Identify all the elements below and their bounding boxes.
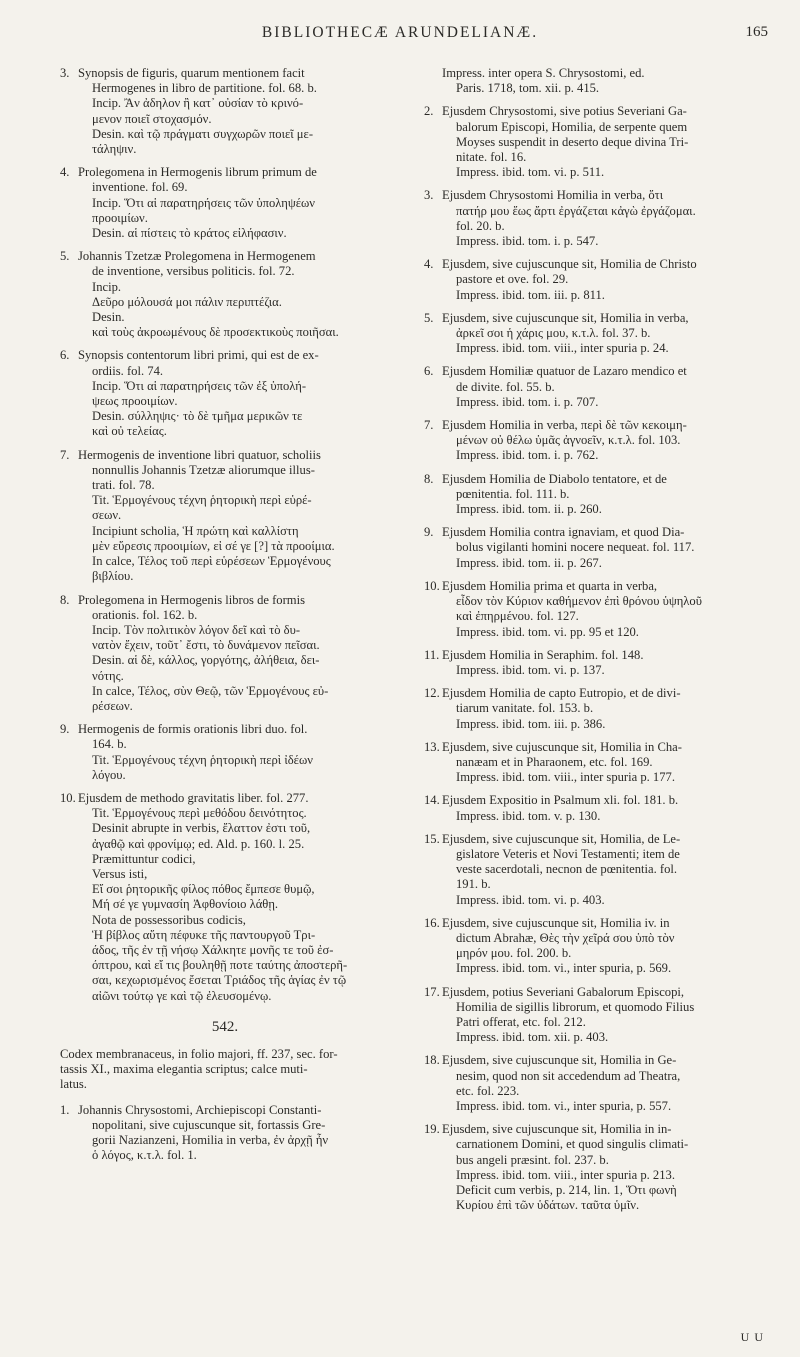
entry-line: Ejusdem Homilia in Seraphim. fol. 148.: [442, 647, 644, 662]
entry-line: Moyses suspendit in deserto deque divina Tri-: [456, 134, 689, 149]
entry-line: gislatore Veteris et Novi Testamenti; item de: [456, 846, 680, 861]
entry-line: In calce, Τέλος τοῦ περὶ εὑρέσεων Ἑρμογένους: [92, 554, 331, 569]
entry-line: Prolegomena in Hermogenis libros de formis: [78, 592, 305, 607]
entry-line: bus angeli præsint. fol. 237. b.: [456, 1152, 609, 1167]
entry-line: pastore et ove. fol. 29.: [456, 272, 569, 287]
entry-number: 17.: [424, 984, 440, 999]
catalog-entry: [60, 165, 390, 241]
entry-number: 10.: [60, 790, 76, 805]
entry-line: In calce, Τέλος, σὺν Θεῷ, τῶν Ἑρμογένους εὐ-: [92, 683, 329, 698]
codex-description: [60, 1047, 390, 1093]
entry-number: 16.: [424, 915, 440, 930]
entry-line: Incipiunt scholia, Ἡ πρώτη καὶ καλλίστη: [92, 523, 299, 538]
entry-line: Impress. ibid. tom. i. p. 707.: [456, 394, 599, 409]
entry-line: Impress. ibid. tom. vi. p. 511.: [456, 165, 605, 180]
entry-line: Desin. αἱ δὲ, κάλλος, γοργότης, ἀλήθεια, δει-: [92, 653, 320, 668]
catalog-entry: [424, 1122, 768, 1213]
catalog-entry: [60, 1103, 390, 1164]
entry-line: ordiis. fol. 74.: [92, 363, 164, 378]
entry-line: Homilia de sigillis librorum, et quomodo Filius: [456, 999, 695, 1014]
entry-line: nitate. fol. 16.: [456, 150, 527, 165]
entry-line: Ejusdem, sive cujuscunque sit, Homilia de Christo: [442, 257, 697, 272]
catalog-entry: [424, 916, 768, 977]
catalog-entry: [424, 832, 768, 908]
entry-line: Ejusdem Homilia contra ignaviam, et quod Dia-: [442, 525, 685, 540]
catalog-entry: [60, 348, 390, 439]
entry-line: Ejusdem Chrysostomi Homilia in verba, ὅτι: [442, 188, 664, 203]
entry-line: Impress. ibid. tom. vi. p. 137.: [456, 662, 605, 677]
entry-line: Impress. ibid. tom. viii., inter spuria p. 177.: [456, 770, 675, 785]
entry-line: Ejusdem, sive cujuscunque sit, Homilia, de Le-: [442, 831, 681, 846]
entry-line: 164. b.: [92, 737, 127, 752]
entry-number: 5.: [424, 310, 434, 325]
entry-line: Incip. Ὅτι αἱ παρατηρήσεις τῶν ὑποληψέων: [92, 195, 315, 210]
codex-description-line: Codex membranaceus, in folio majori, ff. 237, sec. for-: [60, 1046, 338, 1061]
entry-line: Deficit cum verbis, p. 214, lin. 1, Ὅτι φωνὴ: [456, 1183, 677, 1197]
entry-line: μενον ποιεῖ στοχασμόν.: [92, 111, 212, 126]
entry-line: νατὸν ἔχειν, τοῦτ᾽ ἔστι, τὸ δυνάμενον πεῖσαι.: [92, 638, 320, 653]
entry-line: tiarum vanitate. fol. 153. b.: [456, 701, 594, 716]
entry-number: 9.: [424, 525, 434, 540]
catalog-entry: [424, 579, 768, 640]
entry-line: Μή σέ γε γυμνασίη Ἀφθονίοιο λάθῃ.: [92, 897, 279, 912]
left-column: [60, 66, 390, 1171]
entry-number: 8.: [424, 471, 434, 486]
entry-line: καὶ ἐπηρμένου. fol. 127.: [456, 609, 579, 624]
entry-line: 191. b.: [456, 877, 491, 892]
entry-number: 9.: [60, 722, 70, 737]
entry-line: de inventione, versibus politicis. fol. 72.: [92, 264, 295, 279]
entry-line: μηρόν μου. fol. 200. b.: [456, 946, 572, 961]
entry-number: 7.: [60, 447, 70, 462]
entry-line: όπτρου, καὶ εἴ τις βουληθῇ ποτε ταύτης ἀποστερῆ-: [92, 958, 348, 973]
entry-line: dictum Abrahæ, Θὲς τὴν χεῖρά σου ὑπὸ τὸν: [456, 930, 675, 945]
entry-number: 6.: [60, 348, 70, 363]
entry-number: 19.: [424, 1122, 440, 1137]
entry-line: ἀρκεῖ σοι ἡ χάρις μου, κ.τ.λ. fol. 37. b.: [456, 326, 651, 341]
entry-line: etc. fol. 223.: [456, 1083, 520, 1098]
entry-line: Impress. ibid. tom. iii. p. 811.: [456, 287, 605, 302]
catalog-entry: [424, 311, 768, 357]
entry-line: Prolegomena in Hermogenis librum primum de: [78, 165, 317, 180]
entry-number: 10.: [424, 578, 440, 593]
catalog-entry: [60, 448, 390, 585]
entry-line: Impress. ibid. tom. vi. pp. 95 et 120.: [456, 624, 639, 639]
entry-number: 1.: [60, 1102, 70, 1117]
entry-line: inventione. fol. 69.: [92, 180, 188, 195]
page-number: 165: [745, 24, 768, 40]
entry-number: 13.: [424, 739, 440, 754]
catalog-entry: [424, 793, 768, 823]
entry-line: nanæam et in Pharaonem, etc. fol. 169.: [456, 754, 653, 769]
entry-line: λόγου.: [92, 767, 126, 782]
entry-number: 18.: [424, 1053, 440, 1068]
entry-line: Κυρίου ἐπὶ τῶν ὑδάτων. ταῦτα ὑμῖν.: [456, 1198, 640, 1213]
entry-line: Nota de possessoribus codicis,: [92, 912, 246, 927]
entry-line: Ejusdem Homilia de Diabolo tentatore, et de: [442, 471, 667, 486]
codex-description-line: latus.: [60, 1077, 87, 1092]
entry-line: νότης.: [92, 668, 124, 683]
page-header: [0, 24, 800, 50]
entry-line: Johannis Chrysostomi, Archiepiscopi Constanti-: [78, 1102, 322, 1117]
entry-line: Ejusdem de methodo gravitatis liber. fol. 277.: [78, 790, 309, 805]
entry-line: Patri offerat, etc. fol. 212.: [456, 1014, 586, 1029]
catalog-entry: [60, 249, 390, 340]
entry-line: Præmittuntur codici,: [92, 851, 196, 866]
entry-line: καὶ οὐ τελείας.: [92, 424, 167, 439]
catalog-entry: [424, 740, 768, 786]
entry-line: μένων οὐ θέλω ὑμᾶς ἀγνοεῖν, κ.τ.λ. fol. 103.: [456, 433, 681, 448]
entry-line: Ejusdem Homilia de capto Eutropio, et de divi-: [442, 686, 681, 701]
entry-line: Ejusdem Expositio in Psalmum xli. fol. 181. b.: [442, 793, 679, 808]
codex-number: 542.: [211, 1018, 239, 1035]
right-column: [424, 66, 768, 1221]
entry-line: Impress. ibid. tom. xii. p. 403.: [456, 1030, 609, 1045]
entry-line: Impress. ibid. tom. ii. p. 267.: [456, 555, 602, 570]
entry-line: Incip. Τὸν πολιτικὸν λόγον δεῖ καὶ τὸ δυ-: [92, 622, 301, 637]
entry-line: nonnullis Johannis Tzetzæ aliorumque illus-: [92, 462, 315, 477]
entry-line: Impress. ibid. tom. iii. p. 386.: [456, 716, 606, 731]
entry-line: Ejusdem, sive cujuscunque sit, Homilia in Cha-: [442, 739, 682, 754]
signature-mark: U U: [740, 1330, 764, 1344]
entry-line: trati. fol. 78.: [92, 478, 155, 493]
entry-line: Ejusdem Homilia prima et quarta in verba,: [442, 578, 658, 593]
entry-line: Ejusdem, sive cujuscunque sit, Homilia in verba,: [442, 310, 689, 325]
entry-line: Hermogenes in libro de partitione. fol. 68. b.: [92, 81, 317, 96]
catalog-entry: [60, 722, 390, 783]
entry-line: fol. 20. b.: [456, 218, 505, 233]
entry-line: τάληψιν.: [92, 142, 137, 157]
entry-line: Impress. ibid. tom. vi., inter spuria, p. 557.: [456, 1098, 672, 1113]
catalog-entry: [424, 418, 768, 464]
entry-line: orationis. fol. 162. b.: [92, 607, 198, 622]
catalog-entry: [60, 593, 390, 715]
entry-number: 6.: [424, 364, 434, 379]
entry-line: Ejusdem, sive cujuscunque sit, Homilia iv. in: [442, 915, 670, 930]
catalog-entry: [60, 791, 390, 1004]
entry-line: Tit. Ἑρμογένους τέχνη ῥητορικὴ περὶ εὑρέ-: [92, 493, 312, 508]
catalog-entry: [424, 1053, 768, 1114]
entry-line: Impress. ibid. tom. ii. p. 260.: [456, 502, 602, 517]
entry-line: Impress. ibid. tom. vi., inter spuria, p. 569.: [456, 961, 672, 976]
entry-number: 4.: [60, 165, 70, 180]
entry-number: 5.: [60, 249, 70, 264]
entry-line: Desin.: [92, 310, 125, 325]
entry-number: 8.: [60, 592, 70, 607]
entry-line: Ejusdem Chrysostomi, sive potius Severiani Ga-: [442, 104, 687, 119]
entry-line: Paris. 1718, tom. xii. p. 415.: [456, 81, 600, 96]
entry-line: βιβλίου.: [92, 569, 134, 584]
entry-line: bolus vigilanti homini nocere nequeat. fol. 117.: [456, 540, 695, 555]
entry-line: gorii Nazianzeni, Homilia in verba, ἐν ἀρχῇ ἦν: [92, 1133, 329, 1147]
entry-line: ὁ λόγος, κ.τ.λ. fol. 1.: [92, 1148, 197, 1163]
catalog-entry: [424, 104, 768, 180]
entry-line: Incip. Ὅτι αἱ παρατηρήσεις τῶν ἐξ ὑπολή-: [92, 378, 307, 393]
catalog-entry: [424, 472, 768, 518]
catalog-entry: [424, 985, 768, 1046]
entry-number: 3.: [424, 188, 434, 203]
entry-line: veste sacerdotali, necnon de pœnitentia. fol.: [456, 862, 678, 877]
entry-line: άδος, τῆς ἐν τῇ νήσῳ Χάλκητε μονῆς τε τοῦ ἐσ-: [92, 942, 334, 957]
entry-line: Ejusdem, sive cujuscunque sit, Homilia in Ge-: [442, 1053, 677, 1068]
catalog-entry: [424, 686, 768, 732]
entry-number: 4.: [424, 257, 434, 272]
entry-line: Tit. Ἑρμογένους περὶ μεθόδου δεινότητος.: [92, 806, 307, 821]
entry-line: Εἴ σοι ῥητορικῆς φίλος πόθος ἔμπεσε θυμῷ,: [92, 882, 315, 897]
entry-line: Ejusdem Homilia in verba, περὶ δὲ τῶν κεκοιμη-: [442, 418, 687, 433]
entry-line: πατήρ μου ἕως ἄρτι ἐργάζεται κἀγὼ ἐργάζομαι.: [456, 203, 696, 218]
entry-line: ρέσεων.: [92, 698, 133, 713]
entry-line: carnationem Domini, et quod singulis climati-: [456, 1137, 689, 1152]
entry-line: Impress. ibid. tom. i. p. 762.: [456, 448, 599, 463]
entry-line: Desin. σύλληψις· τὸ δὲ τμῆμα μερικῶν τε: [92, 409, 303, 424]
entry-line: ψεως προοιμίων.: [92, 394, 178, 409]
entry-line: Hermogenis de formis orationis libri duo. fol.: [78, 722, 308, 737]
entry-number: 7.: [424, 418, 434, 433]
entry-line: ἀγαθῷ καὶ φρονίμῳ; ed. Ald. p. 160. l. 25.: [92, 836, 305, 851]
entry-line: Incip. Ἂν ἀδηλον ἢ κατ᾽ οὐσίαν τὸ κρινό-: [92, 96, 304, 111]
entry-line: Johannis Tzetzæ Prolegomena in Hermogenem: [78, 249, 316, 264]
catalog-entry: [424, 257, 768, 303]
entry-line: Versus isti,: [92, 866, 148, 881]
entry-line: προοιμίων.: [92, 210, 148, 225]
entry-line: Impress. ibid. tom. viii., inter spuria p. 24.: [456, 341, 669, 356]
entry-line: Ejusdem, potius Severiani Gabalorum Episcopi,: [442, 984, 685, 999]
entry-line: Impress. ibid. tom. viii., inter spuria p. 213.: [456, 1167, 675, 1182]
entry-number: 15.: [424, 831, 440, 846]
entry-number: 12.: [424, 686, 440, 701]
catalog-entry: [424, 364, 768, 410]
catalog-entry: [424, 648, 768, 678]
entry-line: pœnitentia. fol. 111. b.: [456, 486, 570, 501]
entry-line: σεων.: [92, 508, 122, 523]
entry-line: καὶ τοὺς ἀκροωμένους δὲ προσεκτικοὺς ποιῆσαι.: [92, 325, 339, 340]
entry-number: 3.: [60, 66, 70, 80]
entry-line: de divite. fol. 55. b.: [456, 379, 555, 394]
entry-line: balorum Episcopi, Homilia, de serpente quem: [456, 119, 688, 134]
entry-line: σαι, κεχωρισμένος ἔσεται Τριάδος τῆς ἁγίας ἐν τῷ: [92, 973, 347, 988]
entry-line: Synopsis contentorum libri primi, qui est de ex-: [78, 348, 319, 363]
catalog-entry: [424, 188, 768, 249]
entry-line: nopolitani, sive cujuscunque sit, fortassis Gre-: [92, 1117, 326, 1132]
catalog-entry: [60, 66, 390, 157]
entry-line: Incip.: [92, 279, 122, 294]
codex-description-line: tassis XI., maxima elegantia scriptus; calce muti-: [60, 1062, 308, 1077]
entry-line: Impress. inter opera S. Chrysostomi, ed.: [442, 66, 645, 80]
entry-line: nesim, quod non sit accedendum ad Theatra,: [456, 1068, 681, 1083]
entry-line: Desinit abrupte in verbis, ἔλαττον ἐστι τοῦ,: [92, 821, 311, 836]
catalog-entry: [424, 66, 768, 96]
entry-line: μὲν εὕρεσις προοιμίων, εἰ σέ γε [?] τὰ προοίμια.: [92, 538, 335, 553]
entry-line: Desin. αἱ πίστεις τὸ κράτος εἰλήφασιν.: [92, 226, 287, 241]
entry-line: Impress. ibid. tom. vi. p. 403.: [456, 892, 605, 907]
entry-line: εἶδον τὸν Κύριον καθήμενον ἐπὶ θρόνου ὑψηλοῦ: [456, 594, 702, 609]
entry-line: Ἡ βίβλος αὕτη πέφυκε τῆς παντουργοῦ Τρι-: [92, 927, 316, 942]
entry-line: Impress. ibid. tom. i. p. 547.: [456, 234, 599, 249]
entry-line: Hermogenis de inventione libri quatuor, scholiis: [78, 447, 321, 462]
entry-number: 2.: [424, 104, 434, 119]
entry-line: Ejusdem, sive cujuscunque sit, Homilia in in-: [442, 1122, 672, 1137]
entry-line: Desin. καὶ τῷ πράγματι συγχωρῶν ποιεῖ με-: [92, 126, 314, 141]
entry-number: 11.: [424, 647, 440, 662]
entry-number: 14.: [424, 793, 440, 808]
entry-line: Δεῦρο μόλουσά μοι πάλιν περιπτέζια.: [92, 294, 282, 309]
entry-line: Tit. Ἑρμογένους τέχνη ῥητορικὴ περὶ ἰδέων: [92, 752, 313, 767]
entry-line: Ejusdem Homiliæ quatuor de Lazaro mendico et: [442, 364, 687, 379]
entry-line: αἰῶνι τούτῳ γε καὶ τῷ ἐλευσομένῳ.: [92, 988, 272, 1003]
entry-line: Impress. ibid. tom. v. p. 130.: [456, 808, 601, 823]
entry-line: Synopsis de figuris, quarum mentionem facit: [78, 66, 305, 80]
catalog-entry: [424, 525, 768, 571]
running-title: BIBLIOTHECÆ ARUNDELIANÆ.: [261, 24, 539, 41]
